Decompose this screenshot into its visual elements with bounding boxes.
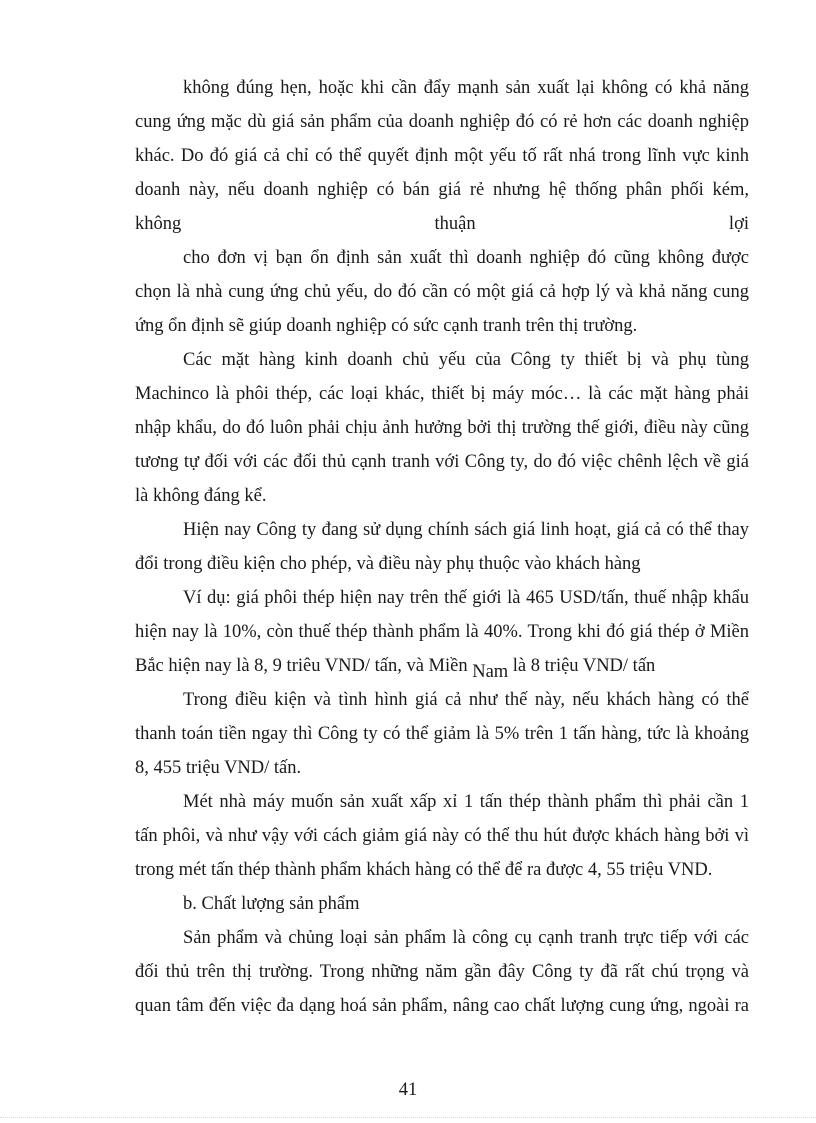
text-line: chọn là nhà cung ứng chủ yếu, do đó cần có một giá cả hợp lý và khả năng cung: [135, 282, 749, 302]
section-heading: b. Chất lượng sản phẩm: [183, 894, 360, 914]
text-line: trong mét tấn thép thành phẩm khách hàng có thể để ra được 4, 55 triệu VND.: [135, 860, 713, 880]
text-line: là không đáng kể.: [135, 486, 267, 506]
text-line: cung ứng mặc dù giá sản phẩm của doanh nghiệp đó có rẻ hơn các doanh nghiệp: [135, 112, 749, 132]
text-line: Trong điều kiện và tình hình giá cả như thế này, nếu khách hàng có thể: [183, 690, 749, 710]
text-line: doanh này, nếu doanh nghiệp có bán giá rẻ nhưng hệ thống phân phối kém,: [135, 180, 749, 200]
text-line: Sản phẩm và chủng loại sản phẩm là công cụ cạnh tranh trực tiếp với các: [183, 928, 749, 948]
text-fragment: Bắc hiện nay là 8, 9 triêu VND/ tấn, và Miền: [135, 656, 468, 676]
footer-divider: [0, 1117, 816, 1118]
text-line: [135, 654, 749, 682]
text-line: không thuận lợi: [135, 214, 749, 234]
text-line: thanh toán tiền ngay thì Công ty có thể giảm là 5% trên 1 tấn hàng, tức là khoảng: [135, 724, 749, 744]
text-line: Hiện nay Công ty đang sử dụng chính sách giá linh hoạt, giá cả có thể thay: [183, 520, 749, 540]
text-line: Ví dụ: giá phôi thép hiện nay trên thế giới là 465 USD/tấn, thuế nhập khẩu: [183, 588, 749, 608]
text-line: hiện nay là 10%, còn thuế thép thành phẩm là 40%. Trong khi đó giá thép ở Miền: [135, 622, 749, 642]
text-line: tấn phôi, và như vậy với cách giảm giá này có thể thu hút được khách hàng bởi vì: [135, 826, 749, 846]
text-line: cho đơn vị bạn ổn định sản xuất thì doanh nghiệp đó cũng không được: [183, 248, 749, 268]
text-line: Machinco là phôi thép, các loại khác, thiết bị máy móc… là các mặt hàng phải: [135, 384, 749, 404]
text-line: không đúng hẹn, hoặc khi cần đẩy mạnh sản xuất lại không có khả năng: [183, 78, 749, 98]
subscript-word: Nam: [472, 662, 509, 682]
text-line: nhập khẩu, do đó luôn phải chịu ảnh hưởng bởi thị trường thế giới, điều này cũng: [135, 418, 749, 438]
text-line: Các mặt hàng kinh doanh chủ yếu của Công ty thiết bị và phụ tùng: [183, 350, 749, 370]
text-line: tương tự đối với các đối thủ cạnh tranh với Công ty, do đó việc chênh lệch về giá: [135, 452, 749, 472]
page-number: 41: [398, 1080, 418, 1100]
text-line: ứng ổn định sẽ giúp doanh nghiệp có sức cạnh tranh trên thị trường.: [135, 316, 638, 336]
text-line: quan tâm đến việc đa dạng hoá sản phẩm, nâng cao chất lượng cung ứng, ngoài ra: [135, 996, 749, 1016]
text-line: Mét nhà máy muốn sản xuất xấp xỉ 1 tấn thép thành phẩm thì phải cần 1: [183, 792, 749, 812]
text-line: khác. Do đó giá cả chỉ có thể quyết định một yếu tố rất nhá trong lĩnh vực kinh: [135, 146, 749, 166]
text-fragment: là 8 triệu VND/ tấn: [512, 656, 656, 676]
text-line: 8, 455 triệu VND/ tấn.: [135, 758, 302, 778]
text-line: đổi trong điều kiện cho phép, và điều này phụ thuộc vào khách hàng: [135, 554, 641, 574]
text-line: đối thủ trên thị trường. Trong những năm gần đây Công ty đã rất chú trọng và: [135, 962, 749, 982]
